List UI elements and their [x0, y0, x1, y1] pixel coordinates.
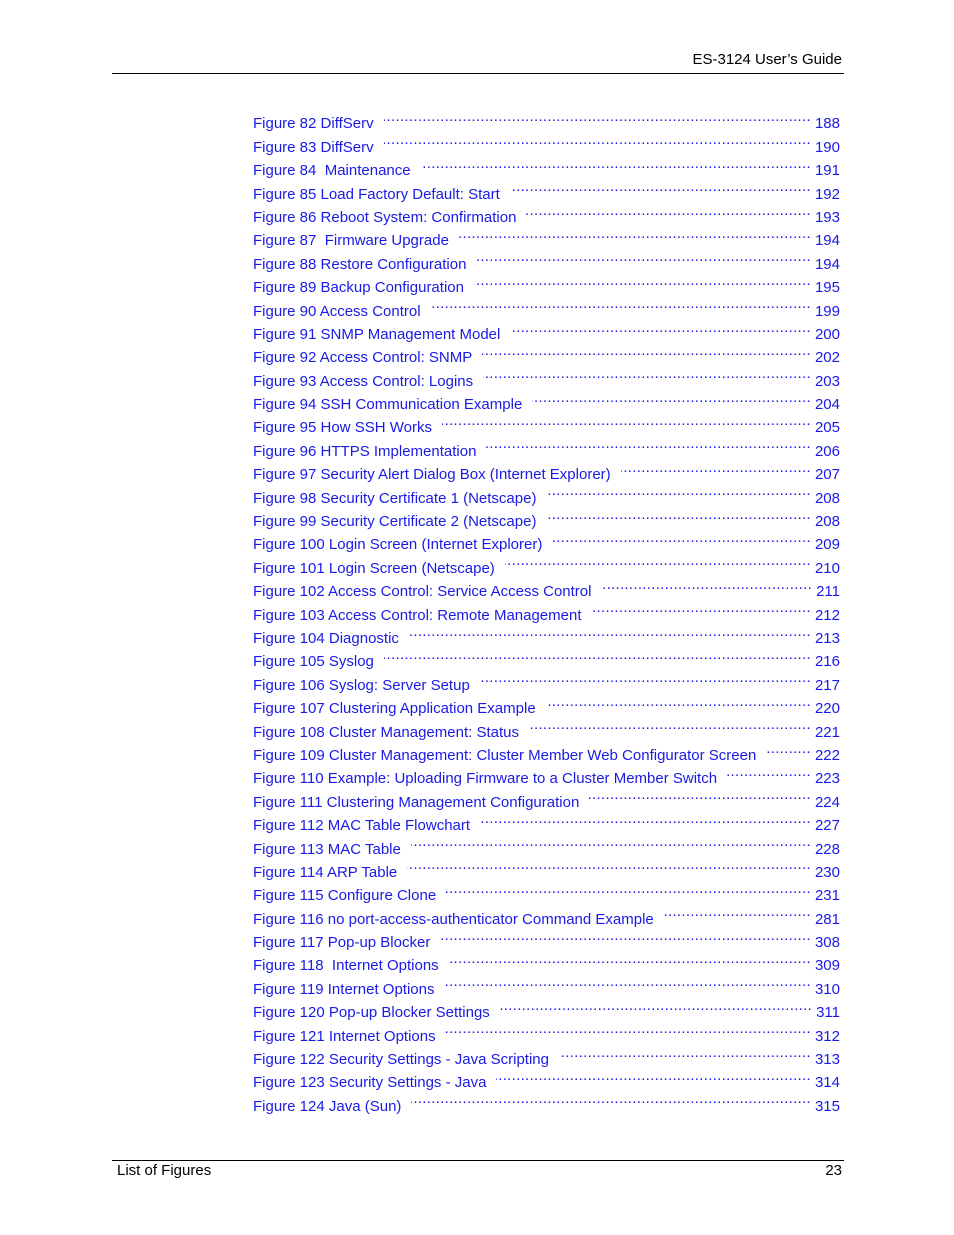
toc-entry-label: Figure 95 How SSH Works [253, 419, 432, 437]
toc-entry-label: Figure 107 Clustering Application Example [253, 700, 536, 718]
footer-section-title: List of Figures [117, 1162, 212, 1179]
dot-leader [510, 316, 811, 339]
footer-rule [112, 1160, 844, 1161]
toc-entry-label: Figure 120 Pop-up Blocker Settings [253, 1004, 490, 1022]
dot-leader [446, 877, 811, 900]
toc-entry-page-number: 208 [814, 489, 840, 507]
toc-entry-page-number: 211 [816, 583, 840, 601]
toc-entry-label: Figure 87 Firmware Upgrade [253, 232, 449, 250]
toc-entry-label: Figure 90 Access Control [253, 302, 421, 320]
dot-leader [384, 128, 811, 151]
dot-leader [510, 175, 811, 198]
toc-entry-label: Figure 124 Java (Sun) [253, 1097, 402, 1115]
dot-leader [411, 1087, 811, 1110]
toc-entry-page-number: 313 [814, 1051, 840, 1069]
dot-leader [486, 432, 811, 455]
toc-entry-page-number: 227 [814, 817, 840, 835]
toc-entry-page-number: 206 [814, 442, 840, 460]
toc-entry-page-number: 231 [814, 887, 840, 905]
toc-entry-page-number: 192 [814, 185, 840, 203]
toc-entry-page-number: 311 [816, 1004, 840, 1022]
dot-leader [384, 643, 811, 666]
toc-entry-label: Figure 97 Security Alert Dialog Box (Internet Explorer) [253, 466, 611, 484]
toc-entry-label: Figure 121 Internet Options [253, 1027, 436, 1045]
toc-entry-label: Figure 92 Access Control: SNMP [253, 349, 473, 367]
dot-leader [500, 994, 812, 1017]
page-number: 23 [825, 1162, 842, 1179]
toc-entry-label: Figure 122 Security Settings - Java Scripting [253, 1051, 549, 1069]
toc-entry-page-number: 310 [814, 980, 840, 998]
toc-entry-label: Figure 83 DiffServ [253, 138, 374, 156]
toc-entry-page-number: 217 [814, 676, 840, 694]
dot-leader [476, 245, 811, 268]
toc-entry-label: Figure 117 Pop-up Blocker [253, 934, 431, 952]
toc-entry-page-number: 210 [814, 559, 840, 577]
dot-leader [559, 1041, 811, 1064]
dot-leader [546, 479, 811, 502]
dot-leader [589, 783, 811, 806]
dot-leader [407, 854, 811, 877]
toc-entry-label: Figure 111 Clustering Management Configuration [253, 793, 580, 811]
dot-leader [442, 409, 811, 432]
toc-entry-label: Figure 112 MAC Table Flowchart [253, 817, 471, 835]
toc-entry-page-number: 228 [814, 840, 840, 858]
toc-entry-page-number: 203 [814, 372, 840, 390]
document-title: ES-3124 User’s Guide [692, 51, 842, 68]
dot-leader [483, 362, 811, 385]
dot-leader [421, 152, 811, 175]
dot-leader [505, 549, 811, 572]
dot-leader [552, 526, 811, 549]
toc-entry-page-number: 193 [814, 208, 840, 226]
toc-entry-label: Figure 103 Access Control: Remote Management [253, 606, 582, 624]
toc-entry-link[interactable] [253, 105, 840, 133]
toc-entry-label: Figure 100 Login Screen (Internet Explorer) [253, 536, 543, 554]
dot-leader [411, 830, 811, 853]
dot-leader [532, 386, 811, 409]
dot-leader [546, 503, 811, 526]
dot-leader [446, 1017, 811, 1040]
toc-entry-page-number: 312 [814, 1027, 840, 1045]
toc-entry-page-number: 194 [814, 232, 840, 250]
header-rule [112, 73, 844, 74]
toc-entry-page-number: 308 [814, 934, 840, 952]
dot-leader [664, 900, 811, 923]
toc-entry-page-number: 281 [814, 910, 840, 928]
dot-leader [592, 596, 811, 619]
toc-entry-label: Figure 88 Restore Configuration [253, 255, 467, 273]
dot-leader [431, 292, 811, 315]
toc-entry-label: Figure 93 Access Control: Logins [253, 372, 474, 390]
toc-entry-page-number: 222 [814, 746, 840, 764]
toc-entry-page-number: 208 [814, 513, 840, 531]
dot-leader [529, 713, 811, 736]
toc-entry-label: Figure 113 MAC Table [253, 840, 401, 858]
toc-entry-page-number: 216 [814, 653, 840, 671]
toc-entry-label: Figure 110 Example: Uploading Firmware to a Cluster Member Switch [253, 770, 718, 788]
toc-entry-label: Figure 98 Security Certificate 1 (Netscape) [253, 489, 537, 507]
toc-entry-label: Figure 89 Backup Configuration [253, 279, 464, 297]
dot-leader [480, 666, 811, 689]
dot-leader [727, 760, 811, 783]
toc-entry-page-number: 188 [814, 115, 840, 133]
toc-entry-label: Figure 108 Cluster Management: Status [253, 723, 519, 741]
toc-entry-page-number: 207 [814, 466, 840, 484]
toc-entry-page-number: 200 [814, 325, 840, 343]
dot-leader [480, 807, 811, 830]
toc-entry-label: Figure 86 Reboot System: Confirmation [253, 208, 517, 226]
toc-entry-label: Figure 85 Load Factory Default: Start [253, 185, 500, 203]
toc-entry-label: Figure 102 Access Control: Service Access Control [253, 583, 592, 601]
toc-entry-page-number: 224 [814, 793, 840, 811]
dot-leader [621, 456, 811, 479]
toc-entry-label: Figure 109 Cluster Management: Cluster Member Web Configurator Screen [253, 746, 757, 764]
toc-entry-label: Figure 96 HTTPS Implementation [253, 442, 477, 460]
toc-entry-page-number: 205 [814, 419, 840, 437]
toc-entry-label: Figure 118 Internet Options [253, 957, 439, 975]
toc-entry-page-number: 199 [814, 302, 840, 320]
dot-leader [409, 620, 811, 643]
toc-entry-label: Figure 114 ARP Table [253, 863, 398, 881]
toc-entry-label: Figure 82 DiffServ [253, 115, 374, 133]
toc-entry-page-number: 223 [814, 770, 840, 788]
toc-entry-page-number: 202 [814, 349, 840, 367]
dot-leader [546, 690, 811, 713]
toc-entry-page-number: 190 [814, 138, 840, 156]
toc-entry-label: Figure 115 Configure Clone [253, 887, 437, 905]
toc-entry-page-number: 315 [814, 1097, 840, 1115]
toc-entry-label: Figure 104 Diagnostic [253, 629, 399, 647]
dot-leader [440, 924, 811, 947]
dot-leader [384, 105, 811, 128]
toc-entry-page-number: 195 [814, 279, 840, 297]
toc-entry-label: Figure 99 Security Certificate 2 (Netscape) [253, 513, 537, 531]
dot-leader [474, 269, 811, 292]
toc-entry-label: Figure 91 SNMP Management Model [253, 325, 501, 343]
dot-leader [601, 573, 812, 596]
list-of-figures [253, 105, 840, 1115]
toc-entry-label: Figure 94 SSH Communication Example [253, 396, 523, 414]
toc-entry-label: Figure 106 Syslog: Server Setup [253, 676, 470, 694]
toc-entry-page-number: 209 [814, 536, 840, 554]
toc-entry-page-number: 220 [814, 700, 840, 718]
toc-entry-page-number: 212 [814, 606, 840, 624]
toc-entry-label: Figure 105 Syslog [253, 653, 374, 671]
toc-entry-page-number: 194 [814, 255, 840, 273]
toc-entry-page-number: 213 [814, 629, 840, 647]
toc-entry-page-number: 221 [814, 723, 840, 741]
toc-entry-page-number: 314 [814, 1074, 840, 1092]
toc-entry-page-number: 204 [814, 396, 840, 414]
dot-leader [449, 947, 811, 970]
toc-entry-label: Figure 123 Security Settings - Java [253, 1074, 487, 1092]
toc-entry-page-number: 191 [814, 162, 840, 180]
toc-entry-label: Figure 119 Internet Options [253, 980, 435, 998]
toc-entry-label: Figure 116 no port-access-authenticator Command Example [253, 910, 654, 928]
toc-entry-page-number: 230 [814, 863, 840, 881]
dot-leader [459, 222, 811, 245]
dot-leader [526, 199, 811, 222]
dot-leader [482, 339, 811, 362]
toc-entry-label: Figure 84 Maintenance [253, 162, 411, 180]
toc-entry-label: Figure 101 Login Screen (Netscape) [253, 559, 495, 577]
dot-leader [445, 970, 811, 993]
toc-entry-page-number: 309 [814, 957, 840, 975]
dot-leader [766, 737, 811, 760]
dot-leader [496, 1064, 811, 1087]
